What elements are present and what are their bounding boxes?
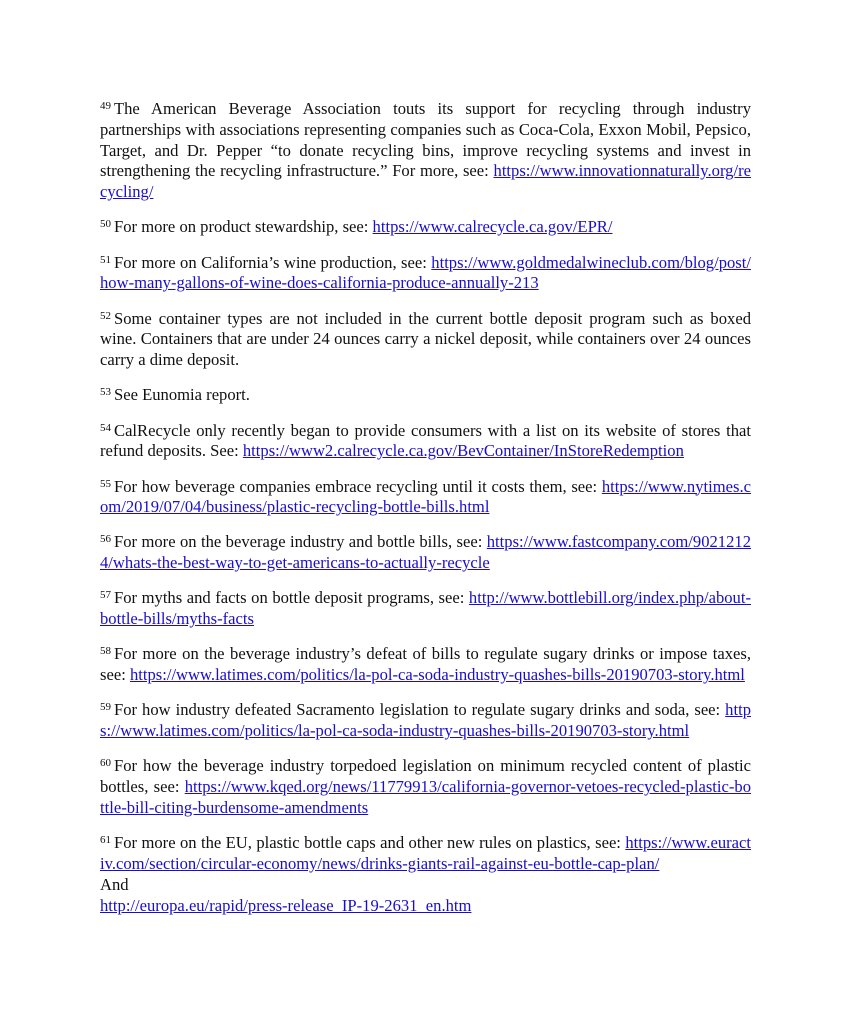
footnote-link[interactable]: https://www2.calrecycle.ca.gov/BevContainer/InStoreRedemption [242, 441, 684, 461]
footnote-58 [100, 644, 751, 686]
footnote-link[interactable]: http://www.bottlebill.org/index.php/about-bottle-bills/myths-facts [100, 588, 751, 629]
footnote-text: Some container types are not included in the current bottle deposit program such as boxed wine. Containers that are under 24 ounces carry a nickel deposit, while containers over 24 ounces carry a dime deposit. [100, 308, 751, 370]
footnote-text: See Eunomia report. [114, 385, 250, 405]
footnote-number: 54 [100, 421, 111, 434]
footnote-55 [100, 477, 751, 519]
footnote-number: 55 [100, 477, 111, 490]
footnote-link[interactable]: https://www.goldmedalwineclub.com/blog/post/how-many-gallons-of-wine-does-california-produce-annually-213 [100, 252, 751, 293]
footnote-text: For more on the EU, plastic bottle caps and other new rules on plastics, see: [114, 833, 626, 853]
footnote-51 [100, 253, 751, 295]
footnote-text: The American Beverage Association touts its support for recycling through industry partnerships with associations representing companies such as Coca-Cola, Exxon Mobil, Pepsico, Target, and Dr. Pepper “to donate recycling bins, improve recycling systems and invest in strengthening the recycling infrastructure.” For more, see: [100, 99, 751, 181]
footnote-text: For how the beverage industry torpedoed legislation on minimum recycled content of plastic bottles, see: [100, 756, 751, 797]
footnote-text: For myths and facts on bottle deposit programs, see: [114, 588, 469, 608]
europa-link[interactable]: http://europa.eu/rapid/press-release_IP-19-2631_en.htm [100, 895, 472, 915]
footnote-link[interactable]: https://www.kqed.org/news/11779913/california-governor-vetoes-recycled-plastic-bottle-bill-citing-burdensome-amendments [100, 777, 751, 818]
footnote-number: 58 [100, 645, 111, 658]
and-text: And [100, 874, 129, 894]
footnote-number: 60 [100, 757, 111, 770]
footnote-number: 51 [100, 253, 111, 266]
footnote-link[interactable]: https://www.latimes.com/politics/la-pol-ca-soda-industry-quashes-bills-20190703-story.html [129, 665, 745, 685]
footnote-link[interactable]: https://www.nytimes.com/2019/07/04/business/plastic-recycling-bottle-bills.html [100, 476, 751, 517]
footnote-link[interactable]: https://www.calrecycle.ca.gov/EPR/ [372, 217, 613, 237]
footnote-link[interactable]: https://www.fastcompany.com/90212124/whats-the-best-way-to-get-americans-to-actually-recycle [100, 532, 751, 573]
footnote-number: 53 [100, 386, 111, 399]
footnote-link[interactable]: https://www.euractiv.com/section/circular-economy/news/drinks-giants-rail-against-eu-bottle-cap-plan/ [100, 833, 751, 873]
footnote-50 [100, 217, 751, 238]
footnote-59 [100, 700, 751, 742]
footnote-49 [100, 99, 751, 203]
footnote-text: For more on the beverage industry’s defeat of bills to regulate sugary drinks or impose taxes, see: [100, 644, 751, 685]
footnote-text: For how industry defeated Sacramento legislation to regulate sugary drinks and soda, see: [114, 700, 726, 720]
footnote-56 [100, 532, 751, 574]
footnote-number: 52 [100, 309, 111, 322]
footnote-text: For more on product stewardship, see: [114, 217, 373, 237]
footnote-57 [100, 588, 751, 630]
footnote-text: CalRecycle only recently began to provide consumers with a list on its website of stores that refund deposits. See: [100, 420, 751, 461]
footnote-number: 59 [100, 701, 111, 714]
footnote-number: 57 [100, 589, 111, 602]
footnotes-page [100, 99, 751, 916]
footnote-61 [100, 833, 751, 875]
footnote-link[interactable]: https://www.innovationnaturally.org/recycling/ [100, 161, 751, 202]
footnote-54 [100, 421, 751, 463]
footnote-53 [100, 385, 751, 406]
footnote-52 [100, 309, 751, 371]
footnote-link[interactable]: https://www.latimes.com/politics/la-pol-ca-soda-industry-quashes-bills-20190703-story.html [100, 700, 751, 741]
footnote-text: For more on the beverage industry and bottle bills, see: [114, 532, 487, 552]
footnote-number: 49 [100, 100, 111, 112]
footnote-number: 56 [100, 533, 111, 546]
europa-link-line [100, 896, 751, 917]
footnote-text: For how beverage companies embrace recycling until it costs them, see: [114, 476, 602, 496]
footnote-60 [100, 756, 751, 818]
footnote-number: 50 [100, 218, 111, 231]
footnote-text: For more on California’s wine production, see: [114, 252, 432, 272]
footnote-number: 61 [100, 834, 111, 847]
